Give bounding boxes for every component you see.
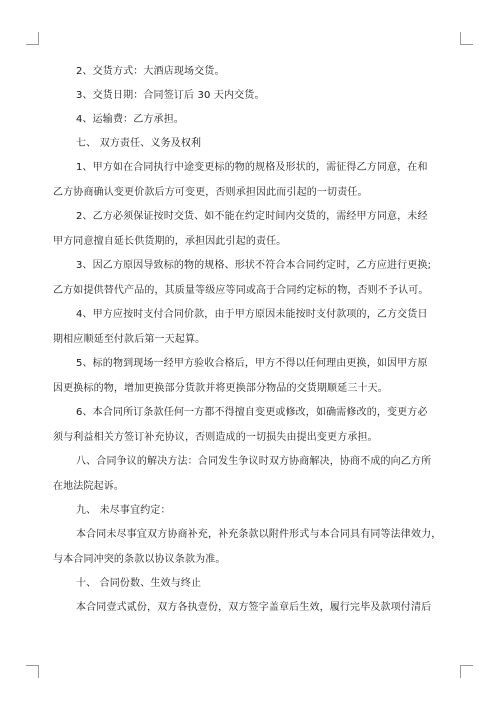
text-line: 甲方同意擅自延长供货期的，承担因此引起的责任。 bbox=[53, 236, 287, 247]
section-heading-other-matters: 九、 未尽事宜约定： bbox=[76, 505, 171, 516]
text-line: 在地法院起诉。 bbox=[53, 481, 125, 492]
paragraph-clause-4 bbox=[53, 309, 447, 346]
text-line: 6、本合同所订条款任何一方都不得擅自变更或修改，如确需修改的，变更方必 bbox=[76, 407, 428, 418]
text-line: 因更换标的物，增加更换部分货款并将更换部分物品的交货期顺延三十天。 bbox=[53, 383, 388, 394]
text-line: 5、标的物到现场一经甲方验收合格后，甲方不得以任何理由更换，如因甲方原 bbox=[76, 358, 428, 369]
crop-mark-top-right bbox=[460, 32, 473, 45]
text-line: 期相应顺延至付款后第一天起算。 bbox=[53, 334, 206, 345]
text-line: 八、合同争议的解决方法：合同发生争议时双方协商解决，协商不成的向乙方所 bbox=[76, 456, 432, 467]
paragraph-dispute-resolution bbox=[53, 456, 447, 493]
text-line: 2、乙方必须保证按时交货、如不能在约定时间内交货的，需经甲方同意，未经 bbox=[76, 211, 428, 222]
paragraph-clause-3 bbox=[53, 260, 447, 297]
text-line: 1、甲方如在合同执行中途变更标的物的规格及形状的，需征得乙方同意，在和 bbox=[76, 162, 428, 173]
paragraph-copies: 本合同壹式贰份，双方各执壹份，双方签字盖章后生效，履行完毕及款项付清后 bbox=[76, 602, 432, 613]
text-line: 3、因乙方原因导致标的物的规格、形状不符合本合同约定时，乙方应进行更换; bbox=[76, 260, 432, 271]
crop-mark-bottom-left bbox=[26, 665, 39, 678]
paragraph-delivery-method: 2、交货方式：大酒店现场交货。 bbox=[76, 66, 225, 77]
text-line: 4、甲方应按时支付合同价款，由于甲方原因未能按时支付款项的，乙方交货日 bbox=[76, 309, 428, 320]
paragraph-supplement bbox=[53, 529, 447, 566]
paragraph-clause-5 bbox=[53, 358, 447, 395]
text-line: 与本合同冲突的条款以协议条款为准。 bbox=[53, 554, 226, 565]
paragraph-clause-1 bbox=[53, 162, 447, 199]
text-line: 乙方协商确认变更价款后方可变更，否则承担因此而引起的一切责任。 bbox=[53, 187, 368, 198]
text-line: 本合同未尽事宜双方协商补充，补充条款以附件形式与本合同具有同等法律效力， bbox=[76, 529, 442, 540]
paragraph-freight: 4、运输费：乙方承担。 bbox=[76, 114, 185, 125]
document-body bbox=[53, 66, 447, 626]
section-heading-responsibilities: 七、 双方责任、义务及权利 bbox=[76, 138, 202, 149]
crop-mark-top-left bbox=[26, 32, 39, 45]
text-line: 须与利益相关方签订补充协议，否则造成的一切损失由提出变更方承担。 bbox=[53, 432, 378, 443]
section-heading-copies-validity: 十、 合同份数、生效与终止 bbox=[76, 578, 202, 589]
crop-mark-bottom-right bbox=[460, 665, 473, 678]
text-line: 乙方如提供替代产品的，其质量等级应等同或高于合同约定标的物，否则不予认可。 bbox=[53, 285, 429, 296]
paragraph-delivery-date: 3、交货日期：合同签订后 30 天内交货。 bbox=[76, 90, 265, 101]
paragraph-clause-6 bbox=[53, 407, 447, 444]
paragraph-clause-2 bbox=[53, 211, 447, 248]
